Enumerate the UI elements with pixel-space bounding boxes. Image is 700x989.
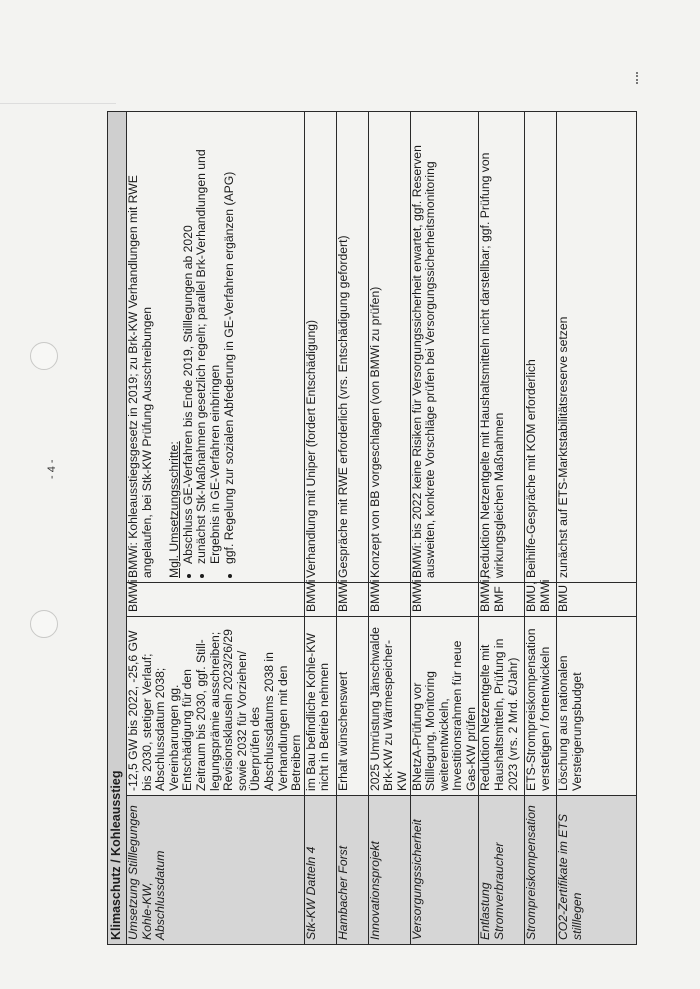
scan-edge-line: [0, 103, 116, 104]
row-status: Verhandlung mit Uniper (fordert Entschädigung): [304, 112, 336, 583]
table-row: [557, 112, 637, 945]
row-measures: Löschung aus nationalen Versteigerungsbudget: [557, 617, 637, 796]
row-measures: ETS-Strompreiskompensation verstetigen / fortentwickeln: [525, 617, 557, 796]
row-topic: Umsetzung Stilllegungen Kohle-KW, Abschlussdatum: [127, 796, 305, 945]
scan-mark: [636, 72, 640, 84]
measures-table: [107, 111, 637, 945]
status-steps-label: Mgl. Umsetzungsschritte:: [167, 441, 182, 578]
row-status: Konzept von BB vorgeschlagen (von BMWi zu prüfen): [368, 112, 410, 583]
row-status: Reduktion Netzentgelte mit Haushaltsmitteln nicht darstellbar; ggf. Prüfung von wirkungsgleichen Maßnahmen: [479, 112, 525, 583]
rotated-table-wrapper: [107, 111, 637, 945]
row-status: [127, 112, 305, 583]
row-topic: Versorgungssicherheit: [410, 796, 479, 945]
table-row: [368, 112, 410, 945]
row-measures: Erhalt wünschenswert: [336, 617, 368, 796]
row-topic: Strompreiskompensation: [525, 796, 557, 945]
table-heading: Klimaschutz / Kohleausstieg: [108, 112, 127, 945]
row-topic: Entlastung Stromverbraucher: [479, 796, 525, 945]
row-topic: CO2-Zertifikate im ETS stilllegen: [557, 796, 637, 945]
table-heading-row: [108, 112, 127, 945]
table-row: [304, 112, 336, 945]
row-responsible: BMWi: [410, 583, 479, 617]
row-responsible: BMWi: [127, 583, 305, 617]
table-row: [336, 112, 368, 945]
row-measures: 2025 Umrüstung Jänschwalde Brk-KW zu Wärmespeicher-KW: [368, 617, 410, 796]
table-row: [127, 112, 305, 945]
row-responsible: BMWi, BMF: [479, 583, 525, 617]
row-responsible: BMU: [557, 583, 637, 617]
list-item: • Abschluss GE-Verfahren bis Ende 2019, Stilllegungen ab 2020: [182, 116, 196, 564]
row-status: Gespräche mit RWE erforderlich (vrs. Entschädigung gefordert): [336, 112, 368, 583]
table-row: [525, 112, 557, 945]
row-measures: BNetzA-Prüfung vor Stilllegung, Monitoring weiterentwickeln, Investitionsrahmen für neue Gas-KW prüfen: [410, 617, 479, 796]
row-status: zunächst auf ETS-Marktstabilitätsreserve setzen: [557, 112, 637, 583]
row-responsible: BMWi: [336, 583, 368, 617]
row-topic: Hambacher Forst: [336, 796, 368, 945]
status-steps-list: [182, 116, 236, 578]
row-status: Beihilfe-Gespräche mit KOM erforderlich: [525, 112, 557, 583]
row-responsible: BMU, BMWi: [525, 583, 557, 617]
table-row: [410, 112, 479, 945]
row-measures: im Bau befindliche Kohle-KW nicht in Betrieb nehmen: [304, 617, 336, 796]
list-item: • zunächst Stk-Maßnahmen gesetzlich regeln; parallel Brk-Verhandlungen und Ergebnis in GE-Verfahren einbringen: [195, 116, 222, 564]
row-status: BMWi: bis 2022 keine Risiken für Versorgungssicherheit erwartet, ggf. Reserven ausweiten, konkrete Vorschläge prüfen bei Versorgungssicherheitsmonitoring: [410, 112, 479, 583]
punch-hole: [30, 342, 58, 370]
row-topic: Innovationsprojekt: [368, 796, 410, 945]
row-measures: -12,5 GW bis 2022, -25,6 GW bis 2030, stetiger Verlauf; Abschlussdatum 2038; Vereinbarungen gg. Entschädigung für den Zeitraum bis 2030, ggf. Still-legungsprämie ausschreiben; Revisionsklauseln 2023/26/29 sowie 2032 für Vorziehen/ Überprüfen des Abschlussdatums 2038 in Verhandlungen mit den Betreibern: [127, 617, 305, 796]
list-item: • ggf. Regelung zur sozialen Abfederung in GE-Verfahren ergänzen (APG): [223, 116, 237, 564]
row-responsible: BMWi: [368, 583, 410, 617]
status-intro: BMWi: Kohleausstiegsgesetz in 2019; zu Brk-KW Verhandlungen mit RWE angelaufen, bei Stk-KW Prüfung Ausschreibungen: [126, 175, 154, 578]
table-row: [479, 112, 525, 945]
row-responsible: BMWi: [304, 583, 336, 617]
page-number: - 4 -: [46, 459, 58, 479]
punch-hole: [30, 610, 58, 638]
row-measures: Reduktion Netzentgelte mit Haushaltsmitteln, Prüfung in 2023 (vrs. 2 Mrd. €/Jahr): [479, 617, 525, 796]
row-topic: Stk-KW Datteln 4: [304, 796, 336, 945]
